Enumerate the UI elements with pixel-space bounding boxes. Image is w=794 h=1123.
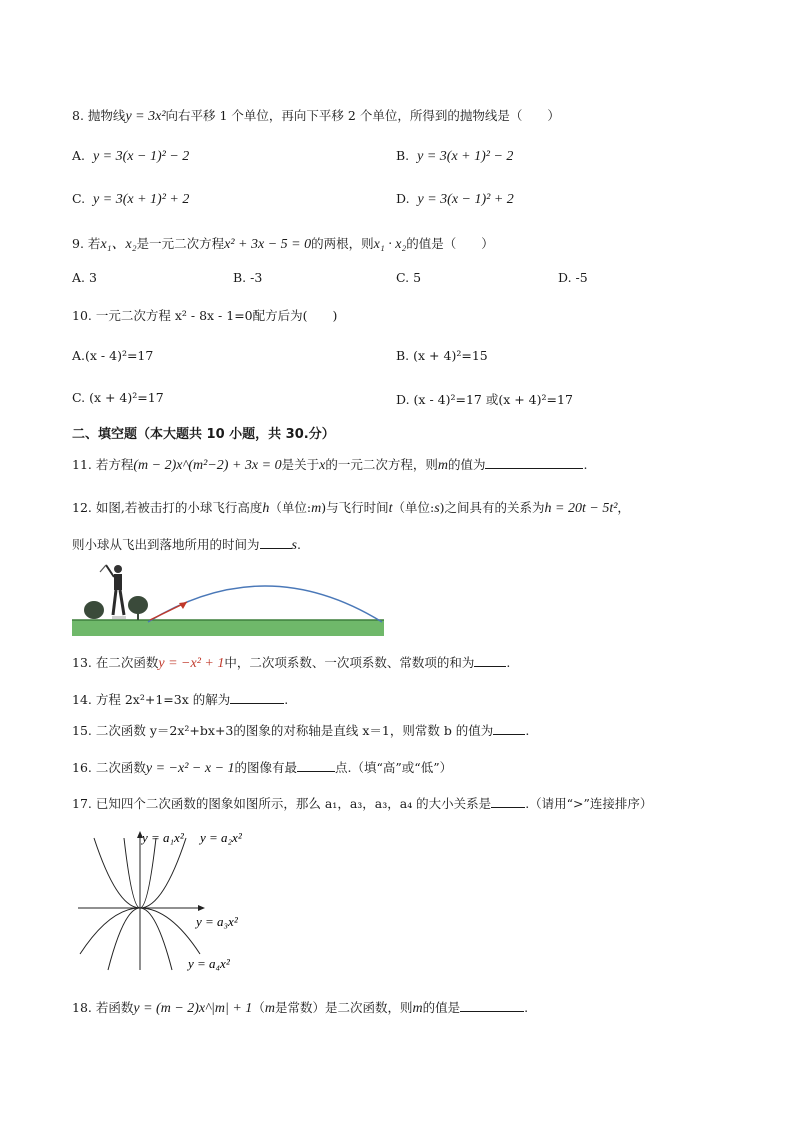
q8-option-c: C. y = 3(x + 1)² + 2 (72, 191, 190, 207)
q13-answer-blank[interactable] (474, 654, 506, 667)
q8-stem: 8. 抛物线y = 3x²向右平移 1 个单位，再向下平移 2 个单位，所得到的抛物线是（ ） (72, 108, 560, 124)
q9-option-a: A. 3 (72, 270, 97, 285)
q8-option-b: B. y = 3(x + 1)² − 2 (396, 148, 514, 164)
label-a2: y = a₂x² (200, 830, 242, 845)
q10-option-a: A.(x - 4)²=17 (72, 348, 154, 363)
q17-answer-blank[interactable] (491, 795, 525, 808)
q10-option-d: D. (x - 4)²=17 或(x + 4)²=17 (396, 392, 573, 407)
q17-stem: 17. 已知四个二次函数的图象如图所示，那么 a₁，a₃，a₃，a₄ 的大小关系是 .（请用“>”连接排序） (72, 796, 653, 811)
golf-trajectory-figure (72, 560, 384, 636)
bush-right (128, 596, 148, 614)
q14-answer-blank[interactable] (230, 691, 284, 704)
q10-option-b: B. (x + 4)²=15 (396, 348, 488, 363)
section-title: 二、填空题（本大题共 10 小题，共 30.分） (72, 427, 335, 442)
q15-stem: 15. 二次函数 y＝2x²+bx+3的图象的对称轴是直线 x＝1，则常数 b 的值为 . (72, 723, 530, 738)
q11-answer-blank[interactable] (485, 456, 583, 469)
q10-stem: 10. 一元二次方程 x² - 8x - 1=0配方后为( ) (72, 308, 338, 323)
q11-stem: 11. 若方程(m − 2)x^(m²−2) + 3x = 0是关于x的一元二次方程，则m的值为 . (72, 457, 588, 473)
q9-option-d: D. -5 (558, 270, 588, 285)
q12-line1: 12. 如图,若被击打的小球飞行高度h（单位:m)与飞行时间t（单位:s)之间具有的关系为h = 20t − 5t²， (72, 500, 630, 516)
q15-answer-blank[interactable] (493, 722, 525, 735)
q18-answer-blank[interactable] (460, 999, 524, 1012)
grass-ground (72, 620, 384, 636)
q16-stem: 16. 二次函数y = −x² − x − 1的图像有最 点.（填“高”或“低”） (72, 760, 453, 776)
q9-stem: 9. 若x₁、x₂是一元二次方程x² + 3x − 5 = 0的两根，则x₁ · x₂的值是（ ） (72, 236, 494, 252)
q13-stem: 13. 在二次函数y = −x² + 1中，二次项系数、一次项系数、常数项的和为 . (72, 655, 511, 671)
label-a3: y = a₃x² (196, 914, 238, 929)
q8-option-d: D. y = 3(x − 1)² + 2 (396, 191, 514, 207)
q16-answer-blank[interactable] (297, 759, 335, 772)
label-a1: y = a₁x² (142, 830, 184, 845)
q18-stem: 18. 若函数y = (m − 2)x^|m| + 1（m是常数）是二次函数，则m的值是 . (72, 1000, 529, 1016)
q12-line2: 则小球从飞出到落地所用的时间为 s. (72, 537, 301, 553)
q9-option-b: B. -3 (233, 270, 263, 285)
bush-left (84, 601, 104, 619)
q8-option-a: A. y = 3(x − 1)² − 2 (72, 148, 190, 164)
q9-option-c: C. 5 (396, 270, 422, 285)
q14-stem: 14. 方程 2x²+1=3x 的解为 . (72, 692, 289, 707)
q12-answer-blank[interactable] (260, 536, 292, 549)
parabolas-graph (72, 824, 262, 974)
q10-option-c: C. (x + 4)²=17 (72, 390, 164, 405)
label-a4: y = a₄x² (188, 956, 230, 971)
x-axis-arrow-icon (198, 905, 205, 911)
